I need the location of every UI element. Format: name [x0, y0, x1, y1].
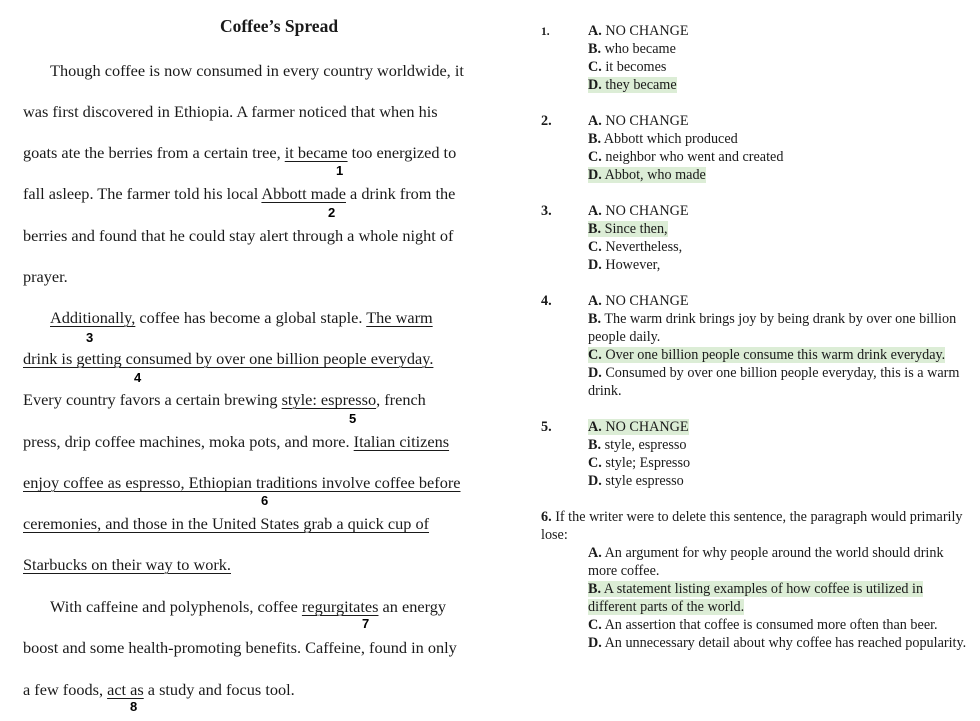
passage-line: berries and found that he could stay alert through a whole night of [23, 226, 454, 245]
option-c[interactable]: C. Nevertheless, [588, 239, 683, 255]
marker-6: 6 [261, 493, 269, 508]
option-a[interactable]: A. NO CHANGE [588, 293, 689, 309]
passage-title: Coffee’s Spread [219, 16, 339, 36]
option-d[interactable]: D. style espresso [588, 473, 684, 489]
passage-line: prayer. [23, 267, 68, 286]
option-b[interactable]: B. A statement listing examples of how coffee is utilized in different parts of the world. [588, 581, 924, 615]
marker-3: 3 [86, 330, 94, 345]
option-a[interactable]: A. NO CHANGE [588, 203, 689, 219]
marker-1: 1 [336, 163, 344, 178]
underline-3[interactable]: Additionally, [50, 308, 136, 327]
question-number: 3. [541, 203, 552, 219]
option-b[interactable]: B. The warm drink brings joy by being drank by over one billion people daily. [588, 311, 957, 345]
option-b[interactable]: B. Since then, [588, 221, 668, 237]
passage-line: Though coffee is now consumed in every country worldwide, it [50, 61, 464, 80]
option-d[interactable]: D. Abbot, who made [588, 167, 706, 183]
passage-line: a few foods, act as a study and focus tool. [23, 680, 295, 699]
underline-4b[interactable]: drink is getting consumed by over one billion people everyday. [23, 349, 434, 368]
option-d[interactable]: D. An unnecessary detail about why coffee has reached popularity. [588, 635, 967, 651]
option-b[interactable]: B. who became [588, 41, 676, 57]
underline-6c[interactable]: ceremonies, and those in the United States grab a quick cup of [23, 514, 430, 533]
passage-line [23, 349, 433, 369]
passage-line: was first discovered in Ethiopia. A farmer noticed that when his [23, 102, 438, 121]
option-b[interactable]: B. style, espresso [588, 437, 687, 453]
marker-7: 7 [362, 616, 370, 631]
marker-8: 8 [130, 699, 138, 714]
question-4 [541, 292, 971, 400]
underline-6a[interactable]: Italian citizens [353, 432, 450, 451]
option-c[interactable]: C. Over one billion people consume this warm drink everyday. [588, 347, 946, 363]
question-number: 1. [541, 26, 550, 38]
option-a[interactable]: A. An argument for why people around the world should drink more coffee. [588, 545, 944, 579]
underline-7[interactable]: regurgitates [301, 597, 379, 616]
passage-line [23, 473, 461, 493]
option-c[interactable]: C. neighbor who went and created [588, 149, 784, 165]
question-1 [541, 22, 971, 94]
passage-line: press, drip coffee machines, moka pots, and more. Italian citizens [23, 432, 450, 451]
underline-6b[interactable]: enjoy coffee as espresso, Ethiopian traditions involve coffee before [23, 473, 461, 492]
option-a[interactable]: A. NO CHANGE [588, 113, 689, 129]
option-c[interactable]: C. it becomes [588, 59, 667, 75]
question-6 [541, 508, 971, 652]
passage-line: fall asleep. The farmer told his local Abbott made a drink from the [23, 184, 456, 203]
question-number: 5. [541, 419, 552, 435]
option-d[interactable]: D. Consumed by over one billion people everyday, this is a warm drink. [588, 365, 960, 399]
option-d[interactable]: D. they became [588, 77, 677, 93]
marker-4: 4 [134, 370, 142, 385]
underline-5[interactable]: style: espresso [281, 390, 377, 409]
underline-8[interactable]: act as [107, 680, 144, 699]
option-c[interactable]: C. An assertion that coffee is consumed more often than beer. [588, 617, 938, 633]
passage-line: goats ate the berries from a certain tree, it became too energized to [23, 143, 457, 162]
underline-4a[interactable]: The warm [366, 308, 433, 327]
question-stem: 6. If the writer were to delete this sentence, the paragraph would primarily lose: [541, 509, 963, 543]
question-number: 4. [541, 293, 552, 309]
option-c[interactable]: C. style; Espresso [588, 455, 691, 471]
passage-line [23, 555, 231, 575]
question-2 [541, 112, 971, 184]
question-number: 2. [541, 113, 552, 129]
option-b[interactable]: B. Abbott which produced [588, 131, 738, 147]
underline-1[interactable]: it became [284, 143, 348, 162]
questions-column [541, 22, 971, 670]
option-a[interactable]: A. NO CHANGE [588, 23, 689, 39]
option-d[interactable]: D. However, [588, 257, 661, 273]
passage-line: Additionally, coffee has become a global staple. The warm [50, 308, 433, 327]
passage-line: Every country favors a certain brewing style: espresso, french [23, 390, 426, 409]
question-5 [541, 418, 971, 490]
question-3 [541, 202, 971, 274]
passage-line [23, 514, 429, 534]
option-a[interactable]: A. NO CHANGE [588, 419, 689, 435]
underline-6d[interactable]: Starbucks on their way to work. [23, 555, 231, 574]
underline-2[interactable]: Abbott made [261, 184, 346, 203]
question-number: 6. [541, 509, 552, 525]
passage-line: boost and some health-promoting benefits. Caffeine, found in only [23, 638, 457, 657]
passage-line: With caffeine and polyphenols, coffee regurgitates an energy [50, 597, 446, 616]
marker-2: 2 [328, 205, 336, 220]
marker-5: 5 [349, 411, 357, 426]
